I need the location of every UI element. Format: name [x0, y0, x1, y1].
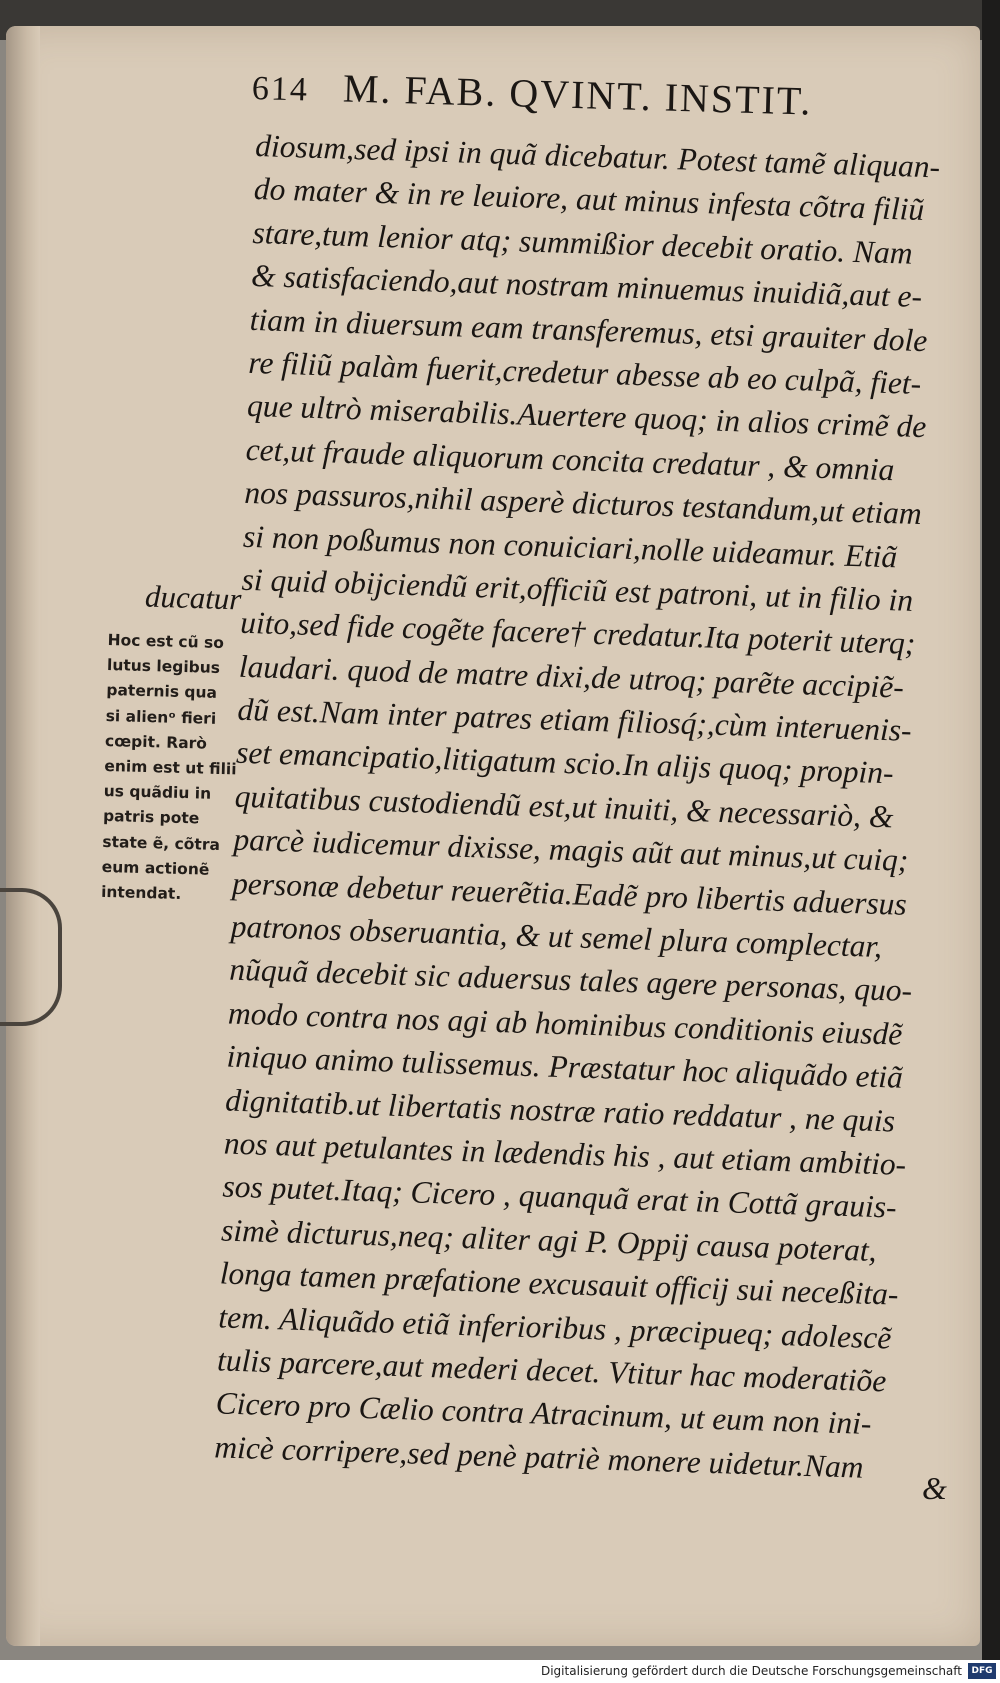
text-line: iniquo animo tulissemus. Præstatur hoc aliquãdo etiã: [226, 1038, 904, 1095]
text-line: micè corripere,sed penè patriè monere uidetur.Nam: [213, 1429, 865, 1485]
text-line: quitatibus custodiendũ est,ut inuiti, & necessariò, &: [234, 778, 894, 835]
gloss-line: eum actionẽ: [101, 857, 210, 879]
gloss-line: state ẽ, cõtra: [102, 832, 221, 854]
marginal-word: ducatur: [144, 578, 242, 617]
text-line: personæ debetur reuerẽtia.Eadẽ pro libertis aduersus: [231, 865, 908, 922]
text-line: que ultrò miserabilis.Auertere quoq; in alios crimẽ de: [246, 388, 927, 445]
text-line: laudari. quod de matre dixi,de utroq; parẽte accipiẽ-: [238, 648, 905, 705]
text-line: tem. Aliquãdo etiã inferioribus , præcipueq; adolescẽ: [217, 1298, 892, 1356]
page-gutter: [6, 26, 40, 1646]
text-line: dũ est.Nam inter patres etiam filiosq́;,cùm interuenis-: [237, 691, 913, 748]
scanner-right-edge: [982, 0, 1000, 1660]
text-line: set emancipatio,litigatum scio.In alijs quoq; propin-: [235, 735, 895, 791]
text-line: simè dicturus,neq; aliter agi P. Oppij causa poterat,: [220, 1212, 878, 1268]
gloss-line: paternis qua: [106, 681, 218, 703]
text-line: nũquã decebit sic aduersus tales agere personas, quo-: [228, 952, 913, 1009]
catchword: &: [922, 1470, 947, 1506]
running-title: M. FAB. QVINT. INSTIT.: [342, 65, 813, 124]
text-line: & satisfaciendo,aut nostram minuemus inuidiã,aut e-: [250, 258, 923, 315]
text-line: Cicero pro Cælio contra Atracinum, ut eum non ini-: [215, 1385, 872, 1442]
gloss-line: cœpit. Rarò: [104, 731, 208, 753]
gloss-line: si alienᵒ fieri: [105, 706, 217, 728]
book-clasp-strap: [0, 888, 62, 1026]
text-line: sos putet.Itaq; Cicero , quanquã erat in Cottã grauis-: [222, 1168, 898, 1226]
main-text-block: [214, 124, 950, 1490]
gloss-line: us quãdiu in: [103, 782, 212, 803]
text-line: si quid obijciendũ erit,officiũ est patroni, ut in filio in: [241, 561, 914, 618]
text-line: dignitatib.ut libertatis nostræ ratio reddatur , ne quis: [224, 1082, 896, 1139]
text-line: cet,ut fraude aliquorum concita credatur , & omnia: [245, 431, 895, 487]
page-number: 614: [251, 70, 310, 109]
text-line: diosum,sed ipsi in quã dicebatur. Potest tamẽ aliquan-: [254, 127, 941, 185]
text-line: re filiũ palàm fuerit,credetur abesse ab eo culpã, fiet-: [247, 344, 922, 401]
text-line: uito,sed fide cogẽte facere† credatur.Ita poterit uterq;: [239, 605, 916, 662]
text-line: si non poßumus non conuiciari,nolle uideamur. Etiã: [242, 518, 898, 574]
text-line: patronos obseruantia, & ut semel plura complectar,: [230, 908, 883, 965]
text-line: tulis parcere,aut mederi decet. Vtitur hac moderatiõe: [216, 1342, 887, 1399]
text-line: modo contra nos agi ab hominibus conditionis eiusdẽ: [227, 995, 903, 1052]
dfg-logo-icon: DFG: [968, 1663, 996, 1679]
text-line: tiam in diuersum eam transferemus, etsi grauiter dole: [249, 301, 928, 358]
marginal-gloss: [101, 628, 256, 909]
gloss-line: enim est ut filii: [104, 756, 237, 779]
text-line: parcè iudicemur dixisse, magis aũt aut minus,ut cuiq;: [232, 821, 909, 879]
text-line: longa tamen præfatione excusauit officij sui neceßita-: [219, 1255, 899, 1312]
text-line: nos aut petulantes in lædendis his , aut etiam ambitio-: [223, 1125, 907, 1182]
gloss-line: Hoc est cũ so: [107, 630, 225, 653]
gloss-line: intendat.: [100, 882, 182, 904]
funding-credit: Digitalisierung gefördert durch die Deutsche Forschungsgemeinschaft: [540, 1664, 962, 1678]
text-line: stare,tum lenior atq; summißior decebit oratio. Nam: [252, 214, 914, 271]
digitization-footer: [0, 1660, 1000, 1683]
gloss-line: lutus legibus: [106, 656, 221, 678]
text-line: do mater & in re leuiore, aut minus infesta cõtra filiũ: [253, 171, 925, 228]
gloss-line: patris pote: [102, 807, 200, 828]
text-line: nos passuros,nihil asperè dicturos testandum,ut etiam: [243, 474, 923, 532]
faint-show-through-text: [258, 1448, 638, 1474]
